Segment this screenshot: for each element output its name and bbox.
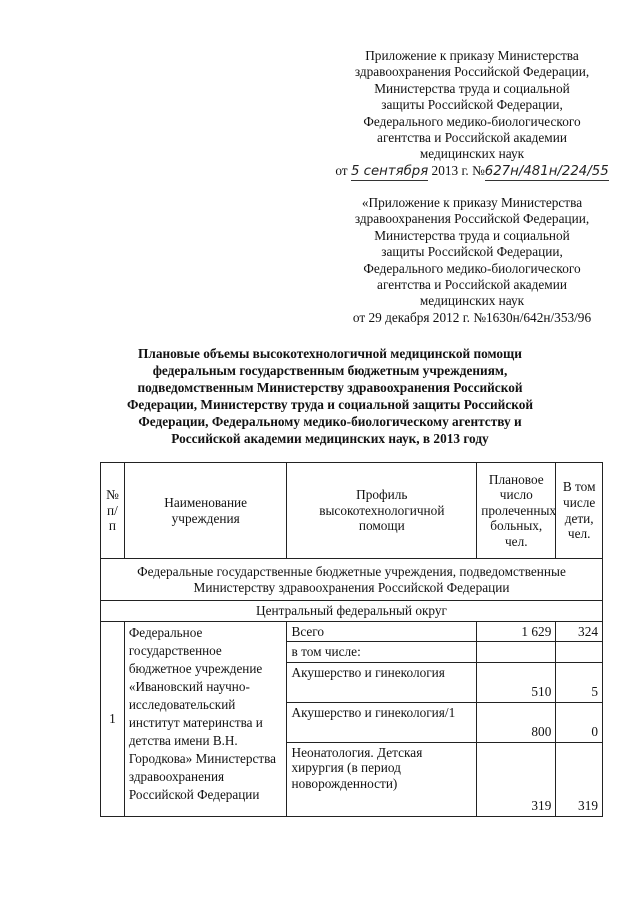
annex-line: Министерства труда и социальной: [374, 227, 570, 243]
title-line: Российской академии медицинских наук, в 2013 году: [171, 430, 489, 446]
header-plan: [477, 463, 556, 559]
annex-date-line: [322, 163, 622, 181]
document-title: [60, 346, 600, 447]
kids-cell: 5: [556, 662, 603, 702]
annex-header-quoted: [322, 195, 622, 326]
profile-cell: Акушерство и гинекология: [287, 662, 477, 702]
district-title: Центральный федеральный округ: [101, 601, 603, 622]
header-line: Наименование: [164, 494, 248, 510]
title-line: подведомственным Министерству здравоохранения Российской: [137, 379, 523, 395]
profile-cell: Неонатология. Детская хирургия (в период новорожденности): [287, 742, 477, 816]
annex-line: здравоохранения Российской Федерации,: [354, 64, 590, 80]
kids-cell: 0: [556, 702, 603, 742]
header-kids: [556, 463, 603, 559]
annex-line: здравоохранения Российской Федерации,: [354, 211, 590, 227]
title-line: Федерации, Федеральному медико-биологическому агентству и: [138, 413, 522, 429]
plan-cell: 319: [477, 742, 556, 816]
kids-cell: [556, 642, 603, 663]
handwritten-order-number: 627н/481н/224/55: [485, 164, 609, 181]
date-prefix: от: [335, 162, 348, 178]
annex-line: «Приложение к приказу Министерства: [361, 195, 583, 210]
row-num: 1: [101, 621, 125, 816]
header-line: число: [499, 487, 533, 503]
institution-name: Федеральное государственное бюджетное учреждение «Ивановский научно-исследовательский институт материнства и детства имени В.Н. Городкова» Министерства здравоохранения Российской Федерации: [124, 621, 287, 816]
kids-cell: 319: [556, 742, 603, 816]
annex-header-top: [322, 48, 622, 181]
header-num: [101, 463, 125, 559]
header-line: высокотехнологичной: [319, 502, 445, 518]
header-line: учреждения: [171, 510, 240, 526]
annex-line: Министерства труда и социальной: [374, 80, 570, 96]
annex-line: Федерального медико-биологического: [363, 260, 581, 276]
header-line: дети,: [564, 510, 594, 526]
annex-line: от 29 декабря 2012 г. №1630н/642н/353/96: [352, 309, 592, 325]
header-line: пролеченных: [481, 502, 557, 518]
header-line: №: [106, 487, 119, 503]
annex-line: защиты Российской Федерации,: [381, 244, 563, 260]
annex-line: агентства и Российской академии: [377, 130, 567, 146]
kids-cell: 324: [556, 621, 603, 642]
handwritten-date: 5 сентября: [351, 164, 428, 181]
title-line: федеральным государственным бюджетным учреждениям,: [152, 362, 508, 378]
title-line: Плановые объемы высокотехнологичной медицинской помощи: [138, 346, 522, 361]
header-line: Плановое: [488, 471, 544, 487]
title-line: Федерации, Министерству труда и социальной защиты Российской: [126, 396, 534, 412]
header-line: числе: [563, 494, 596, 510]
plan-cell: 510: [477, 662, 556, 702]
plan-cell: 1 629: [477, 621, 556, 642]
annex-line: агентства и Российской академии: [377, 277, 567, 293]
annex-line: защиты Российской Федерации,: [381, 97, 563, 113]
profile-cell: Акушерство и гинекология/1: [287, 702, 477, 742]
header-line: В том: [562, 479, 596, 495]
district-row: [101, 601, 603, 622]
header-line: Профиль: [356, 487, 408, 503]
header-line: чел.: [567, 526, 591, 542]
header-profile: [287, 463, 477, 559]
header-line: больных,: [490, 518, 543, 534]
header-line: помощи: [358, 518, 405, 534]
header-line: чел.: [504, 533, 528, 549]
section-row: [101, 559, 603, 601]
header-line: п/п: [107, 502, 118, 534]
plan-cell: 800: [477, 702, 556, 742]
date-suffix: 2013 г. №: [431, 162, 485, 178]
section-title: Федеральные государственные бюджетные учреждения, подведомственные Министерству здравоохранения Российской Федерации: [101, 559, 603, 601]
profile-cell: Всего: [287, 621, 477, 642]
volumes-table: [100, 462, 603, 817]
header-name: [124, 463, 287, 559]
annex-line: медицинских наук: [419, 293, 525, 309]
plan-cell: [477, 642, 556, 663]
profile-cell: в том числе:: [287, 642, 477, 663]
annex-line: медицинских наук: [419, 146, 525, 162]
annex-line: Федерального медико-биологического: [363, 113, 581, 129]
table-row: [101, 621, 603, 642]
annex-line: Приложение к приказу Министерства: [365, 48, 579, 63]
table-header-row: [101, 463, 603, 559]
